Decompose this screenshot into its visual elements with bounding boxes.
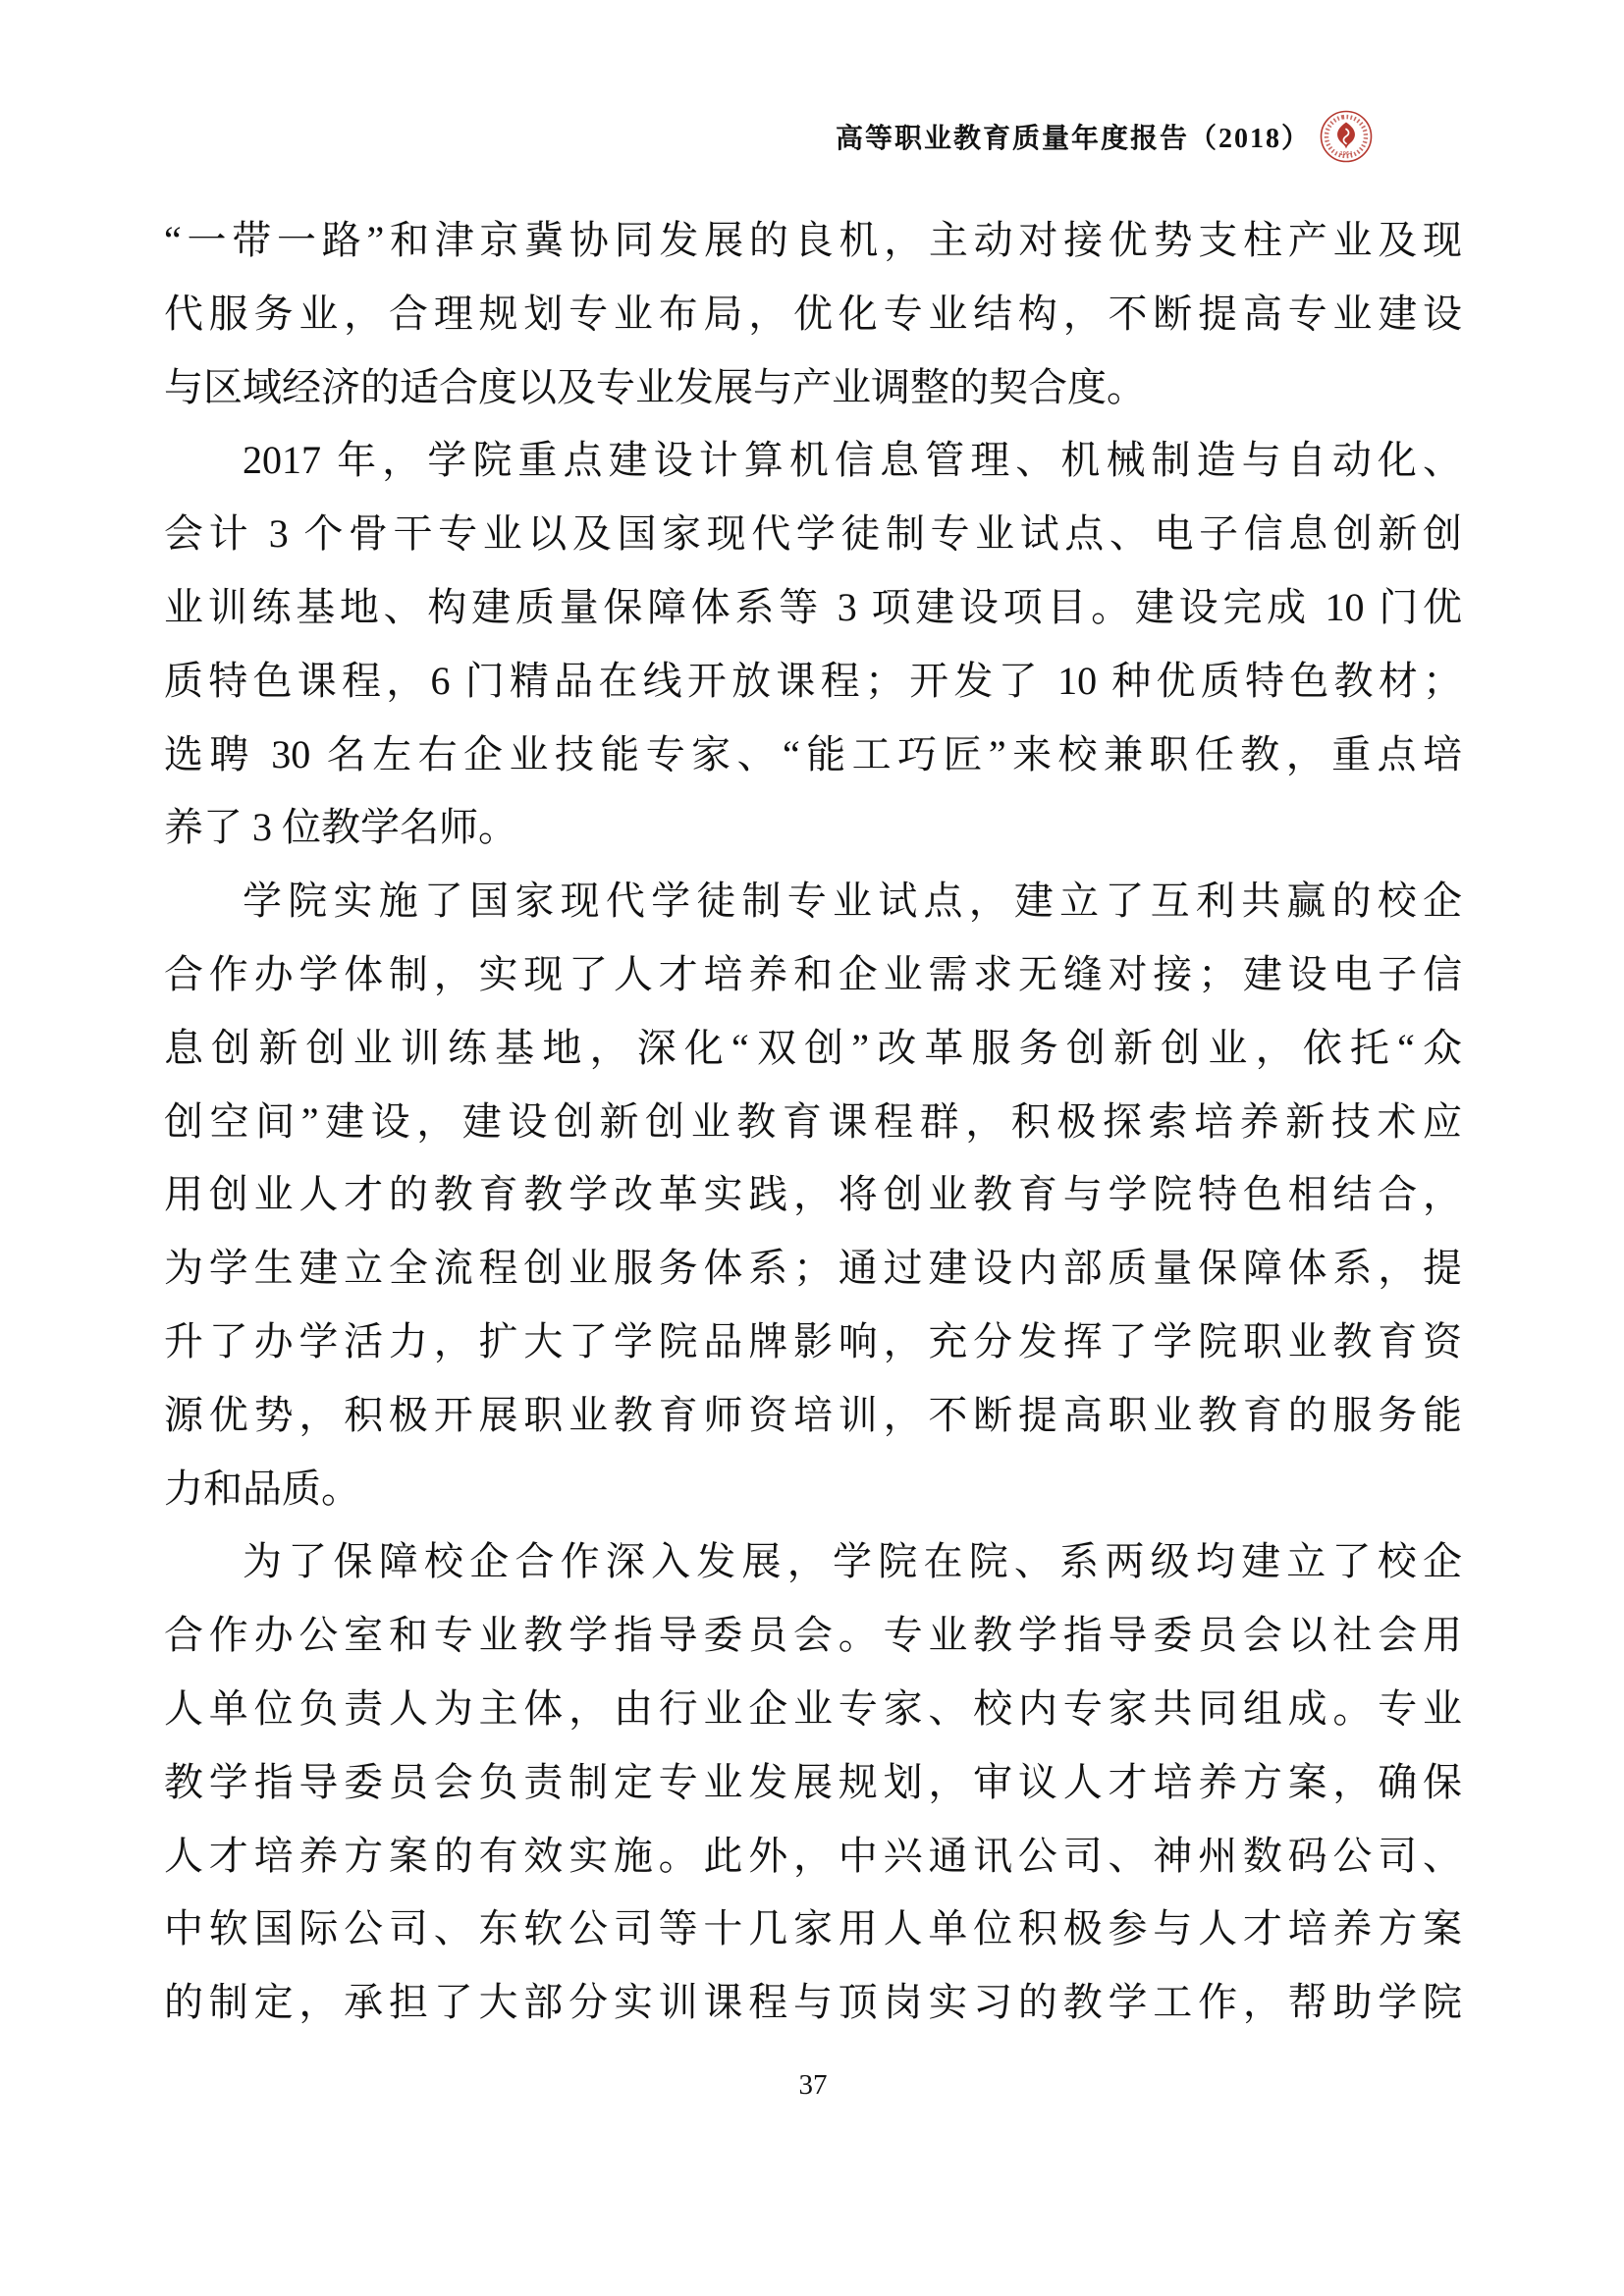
text-line: 的制定，承担了大部分实训课程与顶岗实习的教学工作，帮助学院 bbox=[164, 1980, 1462, 2025]
text-line: 创空间”建设，建设创新创业教育课程群，积极探索培养新技术应 bbox=[164, 1098, 1462, 1144]
page-footer bbox=[164, 2069, 1462, 2102]
svg-text:1964: 1964 bbox=[1339, 151, 1353, 158]
text-line: 升了办学活力，扩大了学院品牌影响，充分发挥了学院职业教育资 bbox=[164, 1318, 1462, 1363]
text-line: 业训练基地、构建质量保障体系等 3 项建设项目。建设完成 10 门优 bbox=[164, 584, 1462, 629]
text-line: 源优势，积极开展职业教育师资培训，不断提高职业教育的服务能 bbox=[164, 1392, 1462, 1437]
text-line: 代服务业，合理规划专业布局，优化专业结构，不断提高专业建设 bbox=[164, 291, 1462, 336]
paragraph-3 bbox=[164, 865, 1462, 1525]
text-line: 人才培养方案的有效实施。此外，中兴通讯公司、神州数码公司、 bbox=[164, 1833, 1462, 1878]
text-line: 学院实施了国家现代学徒制专业试点，建立了互利共赢的校企 bbox=[243, 879, 1462, 924]
text-line: 息创新创业训练基地，深化“双创”改革服务创新创业，依托“众 bbox=[164, 1025, 1462, 1070]
running-header bbox=[167, 108, 1373, 165]
text-line: 与区域经济的适合度以及专业发展与产业调整的契合度。 bbox=[164, 364, 1146, 409]
text-line: 人单位负责人为主体，由行业企业专家、校内专家共同组成。专业 bbox=[164, 1685, 1462, 1731]
text-line: 2017 年，学院重点建设计算机信息管理、机械制造与自动化、 bbox=[243, 438, 1462, 483]
header-title: 高等职业教育质量年度报告（2018） bbox=[835, 124, 1311, 154]
text-line: “一带一路”和津京冀协同发展的良机，主动对接优势支柱产业及现 bbox=[164, 218, 1462, 262]
college-seal-icon bbox=[1320, 110, 1373, 163]
page-number: 37 bbox=[798, 2069, 828, 2101]
paragraph-1 bbox=[164, 204, 1462, 424]
text-line: 教学指导委员会负责制定专业发展规划，审议人才培养方案，确保 bbox=[164, 1759, 1462, 1804]
text-line: 中软国际公司、东软公司等十几家用人单位积极参与人才培养方案 bbox=[164, 1906, 1462, 1951]
text-line: 合作办公室和专业教学指导委员会。专业教学指导委员会以社会用 bbox=[164, 1613, 1462, 1658]
text-line: 力和品质。 bbox=[164, 1466, 360, 1511]
text-line: 为了保障校企合作深入发展，学院在院、系两级均建立了校企 bbox=[243, 1539, 1462, 1584]
paragraph-2 bbox=[164, 424, 1462, 865]
text-line: 用创业人才的教育教学改革实践，将创业教育与学院特色相结合， bbox=[164, 1172, 1462, 1217]
text-line: 质特色课程，6 门精品在线开放课程；开发了 10 种优质特色教材； bbox=[164, 658, 1462, 703]
text-line: 合作办学体制，实现了人才培养和企业需求无缝对接；建设电子信 bbox=[164, 951, 1462, 996]
page-body bbox=[164, 204, 1462, 2040]
text-line: 为学生建立全流程创业服务体系；通过建设内部质量保障体系，提 bbox=[164, 1246, 1462, 1291]
text-line: 养了 3 位教学名师。 bbox=[164, 805, 517, 850]
text-line: 选聘 30 名左右企业技能专家、“能工巧匠”来校兼职任教，重点培 bbox=[164, 731, 1462, 776]
paragraph-4 bbox=[164, 1525, 1462, 2040]
text-line: 会计 3 个骨干专业以及国家现代学徒制专业试点、电子信息创新创 bbox=[164, 511, 1462, 557]
